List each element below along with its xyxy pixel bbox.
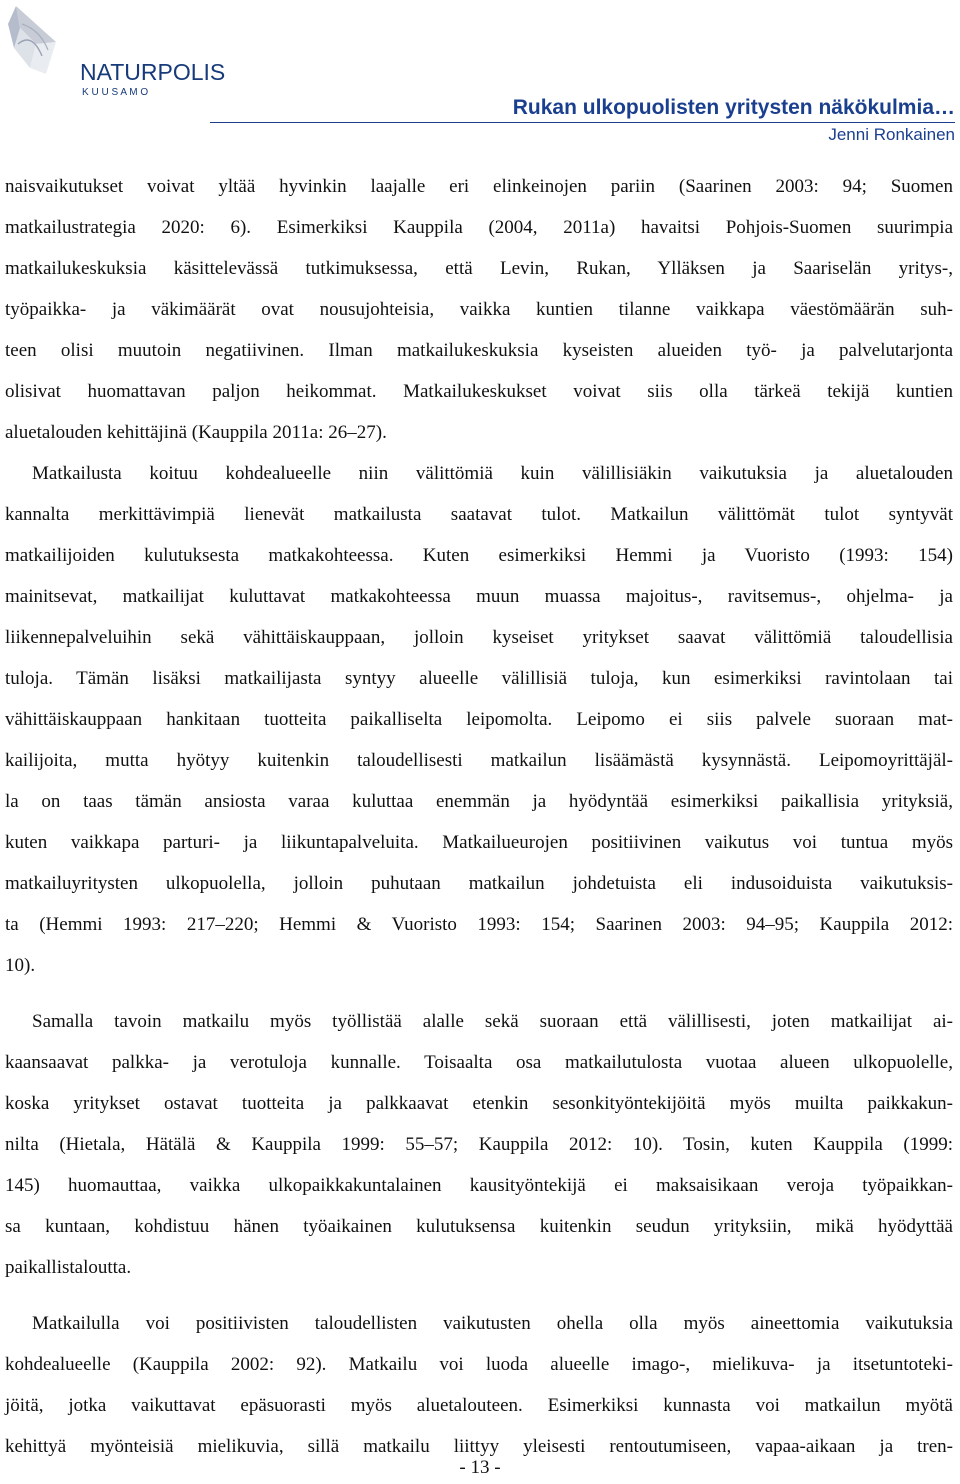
- paragraph-spacing: [5, 992, 953, 1007]
- text-line: kohdealueelle (Kauppila 2002: 92). Matkailu voi luoda alueelle imago-, mielikuva- ja itsetuntoteki-: [5, 1354, 953, 1375]
- text-line: kannalta merkittävimpiä lienevät matkailusta saatavat tulot. Matkailun välittömät tulot syntyvät: [5, 504, 953, 525]
- paragraph-1: [5, 172, 953, 459]
- text-line: vähittäiskauppaan hankitaan tuotteita paikalliselta leipomolta. Leipomo ei siis palvele suoraan mat-: [5, 709, 953, 730]
- naturpolis-logo: [6, 4, 226, 100]
- naturpolis-logo-mark: [6, 4, 226, 100]
- text-line: kailijoita, mutta hyötyy kuitenkin taloudellisesti matkailun lisäämästä kysynnästä. Leipomoyrittäjäl-: [5, 750, 953, 771]
- body-text: [5, 172, 953, 1473]
- logo-subtitle: K U U S A M O: [82, 87, 149, 98]
- text-line: Matkailulla voi positiivisten taloudellisten vaikutusten ohella olla myös aineettomia vaikutuksia: [32, 1313, 953, 1334]
- text-line: ta (Hemmi 1993: 217–220; Hemmi & Vuoristo 1993: 154; Saarinen 2003: 94–95; Kauppila 2012:: [5, 914, 953, 935]
- text-line: aluetalouden kehittäjinä (Kauppila 2011a: 26–27).: [5, 422, 387, 443]
- page-number: - 13 -: [459, 1457, 501, 1478]
- paragraph-3: [5, 1007, 953, 1294]
- paragraph-spacing: [5, 1294, 953, 1309]
- text-line: Samalla tavoin matkailu myös työllistää alalle sekä suoraan että välillisesti, joten matkailijat ai-: [32, 1011, 953, 1032]
- text-line: sa kuntaan, kohdistuu hänen työaikainen kulutuksensa kuitenkin seudun yrityksiin, mikä hyödyttää: [5, 1216, 953, 1237]
- text-line: olisivat huomattavan paljon heikommat. Matkailukeskukset voivat siis olla tärkeä tekijä kuntien: [5, 381, 953, 402]
- header-author: Jenni Ronkainen: [828, 125, 955, 144]
- header-divider: [210, 122, 955, 123]
- text-line: jöitä, jotka vaikuttavat epäsuorasti myös aluetalouteen. Esimerkiksi kunnasta voi matkailun myötä: [5, 1395, 953, 1416]
- text-line: kuten vaikkapa parturi- ja liikuntapalveluita. Matkailueurojen positiivinen vaikutus voi tuntua myös: [5, 832, 953, 853]
- logo-name: NATURPOLIS: [80, 59, 226, 85]
- paragraph-2: [5, 459, 953, 992]
- text-line: kaansaavat palkka- ja verotuloja kunnalle. Toisaalta osa matkailutulosta vuotaa alueen ulkopuolelle,: [5, 1052, 953, 1073]
- text-line: nilta (Hietala, Hätälä & Kauppila 1999: 55–57; Kauppila 2012: 10). Tosin, kuten Kauppila (1999:: [5, 1134, 953, 1155]
- paragraph-4: [5, 1309, 953, 1473]
- text-line: koska yritykset ostavat tuotteita ja palkkaavat etenkin sesonkityöntekijöitä myös muilta paikkakun-: [5, 1093, 953, 1114]
- text-line: liikennepalveluihin sekä vähittäiskauppaan, jolloin kyseiset yritykset saavat välittömiä taloudellisia: [5, 627, 953, 648]
- text-line: teen olisi muutoin negatiivinen. Ilman matkailukeskuksia kyseisten alueiden työ- ja palvelutarjonta: [5, 340, 953, 361]
- text-line: la on taas tämän ansiosta varaa kuluttaa enemmän ja hyödyntää esimerkiksi paikallisia yrityksiä,: [5, 791, 953, 812]
- text-line: 10).: [5, 955, 36, 976]
- text-line: naisvaikutukset voivat yltää hyvinkin laajalle eri elinkeinojen pariin (Saarinen 2003: 94; Suomen: [5, 176, 953, 197]
- text-line: Matkailusta koituu kohdealueelle niin välittömiä kuin välillisiäkin vaikutuksia ja aluetalouden: [32, 463, 953, 484]
- text-line: 145) huomauttaa, vaikka ulkopaikkakuntalainen kausityöntekijä ei maksaisikaan veroja työpaikkan-: [5, 1175, 953, 1196]
- text-line: mainitsevat, matkailijat kuluttavat matkakohteessa muun muassa majoitus-, ravitsemus-, ohjelma- ja: [5, 586, 953, 607]
- text-line: matkailustrategia 2020: 6). Esimerkiksi Kauppila (2004, 2011a) havaitsi Pohjois-Suomen suurimpia: [5, 217, 953, 238]
- text-line: matkailuyritysten ulkopuolella, jolloin puhutaan matkailun johdetuista eli indusoiduista vaikutuksis-: [5, 873, 953, 894]
- text-line: tuloja. Tämän lisäksi matkailijasta syntyy alueelle välillisiä tuloja, kun esimerkiksi ravintolaan tai: [5, 668, 953, 689]
- text-line: työpaikka- ja väkimäärät ovat nousujohteisia, vaikka kuntien tilanne vaikkapa väestömäärän suh-: [5, 299, 953, 320]
- text-line: matkailijoiden kulutuksesta matkakohteessa. Kuten esimerkiksi Hemmi ja Vuoristo (1993: 154): [5, 545, 953, 566]
- text-line: kehittyä myönteisiä mielikuvia, sillä matkailu liittyy yleisesti rentoutumiseen, vapaa-aikaan ja tren-: [5, 1436, 953, 1457]
- header-title: Rukan ulkopuolisten yritysten näkökulmia…: [512, 96, 955, 119]
- text-line: paikallistaloutta.: [5, 1257, 132, 1278]
- text-line: matkailukeskuksia käsittelevässä tutkimuksessa, että Levin, Rukan, Ylläksen ja Saariselän yritys-,: [5, 258, 953, 279]
